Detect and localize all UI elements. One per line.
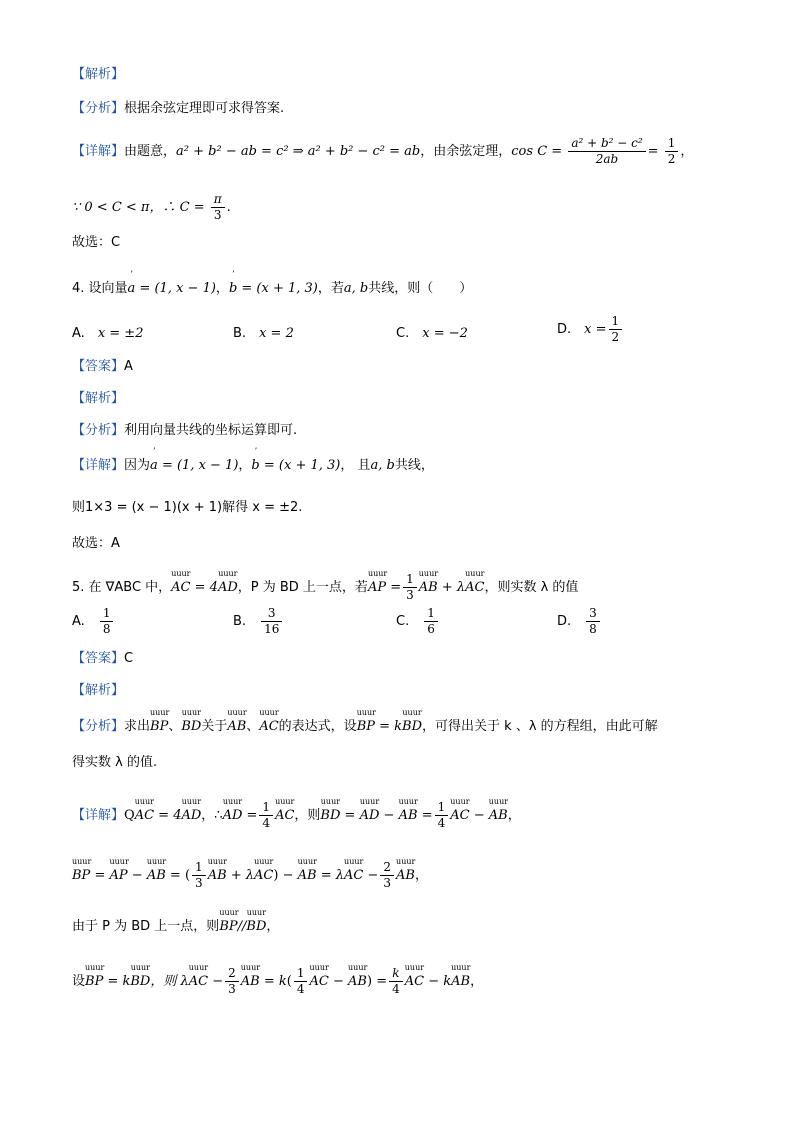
q4-option-d: D. x = $\frac{1}{2}$ — [557, 314, 624, 345]
q4-option-b: B. x = 2 — [233, 326, 294, 341]
q4-stem: 4. 设向量 ʼ a = (1, x − 1)， ʼ b = (x + 1, 3)，若a, b共线，则（ ） — [72, 270, 473, 296]
q5-option-c: C. $\frac{1}{6}$ — [396, 606, 440, 637]
q5-bp-line: uuur BP = uuur AP − uuur AB = ( $\frac{1}{3}$ uuur AB + λ uuur AC) − uuur AB = λ uuur AC − $\frac{2}{3}$ uuur AB， — [72, 857, 429, 890]
q4-xiangjie: 【详解】因为 ʼ a = (1, x − 1)， ʼ b = (x + 1, 3)， 且a, b共线， — [72, 447, 434, 473]
q5-parallel-line: 由于 P 为 BD 上一点，则 uuur BP// uuur BD， — [72, 908, 280, 934]
fenxi-line-1: 【分析】根据余弦定理即可求得答案. — [72, 101, 285, 116]
cos-fraction: $\frac{\text{a² + b² − c²}}{2ab}$ — [568, 136, 645, 167]
q5-set-line: 设 uuur BP = k uuur BD，则 λ uuur AC − $\frac{2}{3}$ uuur AB = k( $\frac{1}{4}$ uuur AC − uuur AB) = $\frac{k}{4}$ uuur AC − k uuur AB， — [72, 963, 484, 996]
q4-option-a: A. x = ±2 — [72, 326, 144, 341]
q5-xiangjie: 【详解】Q uuur AC = 4 uuur AD，∴ uuur AD = $\frac{1}{4}$ uuur AC，则 uuur BD = uuur AD − uuur AB = $\frac{1}{4}$ uuur AC − uuur AB， — [72, 797, 521, 830]
choice-line-1: 故选：C — [72, 235, 121, 250]
half-fraction: $\frac{1}{2}$ — [665, 136, 679, 167]
analysis-header-1: 【解析】 — [72, 67, 125, 82]
q5-answer: 【答案】C — [72, 651, 134, 666]
q5-jiexi: 【解析】 — [72, 683, 125, 698]
q5-option-d: D. $\frac{3}{8}$ — [557, 606, 602, 637]
q5-stem: 5. 在 ∇ABC 中， uuur AC = 4 uuur AD，P 为 BD 上一点，若 uuur AP = $\frac{1}{3}$ uuur AB + λ uuur AC，则实数 λ 的值 — [72, 569, 579, 602]
q5-fenxi: 【分析】求出 uuur BP、 uuur BD关于 uuur AB、 uuur AC的表达式，设 uuur BP = k uuur BD，可得出关于 k 、λ 的方程组，由此可解 — [72, 708, 658, 734]
q5-option-a: A. $\frac{1}{8}$ — [72, 606, 115, 637]
range-line: ∵ 0 < C < π，∴ C = $\frac{\pi}{3}$ . — [72, 192, 231, 222]
q5-option-b: B. $\frac{3}{16}$ — [233, 606, 284, 637]
q4-choice: 故选：A — [72, 536, 120, 551]
q4-then-line: 则1×3 = (x − 1)(x + 1)解得 x = ±2. — [72, 500, 303, 515]
xiangjie-line-1: 【详解】由题意，a² + b² − ab = c² ⇒ a² + b² − c² = ab，由余弦定理，cos C = $\frac{\text{a² + b² − c²}}{2ab}$ = $\frac{1}{2}$ ， — [72, 136, 694, 166]
q4-option-c: C. x = −2 — [396, 326, 468, 341]
q4-answer: 【答案】A — [72, 359, 133, 374]
q4-jiexi: 【解析】 — [72, 391, 125, 406]
q5-fenxi-cont: 得实数 λ 的值. — [72, 755, 158, 770]
pi-third-fraction: $\frac{\pi}{3}$ — [211, 192, 225, 223]
q4-fenxi: 【分析】利用向量共线的坐标运算即可. — [72, 423, 298, 438]
